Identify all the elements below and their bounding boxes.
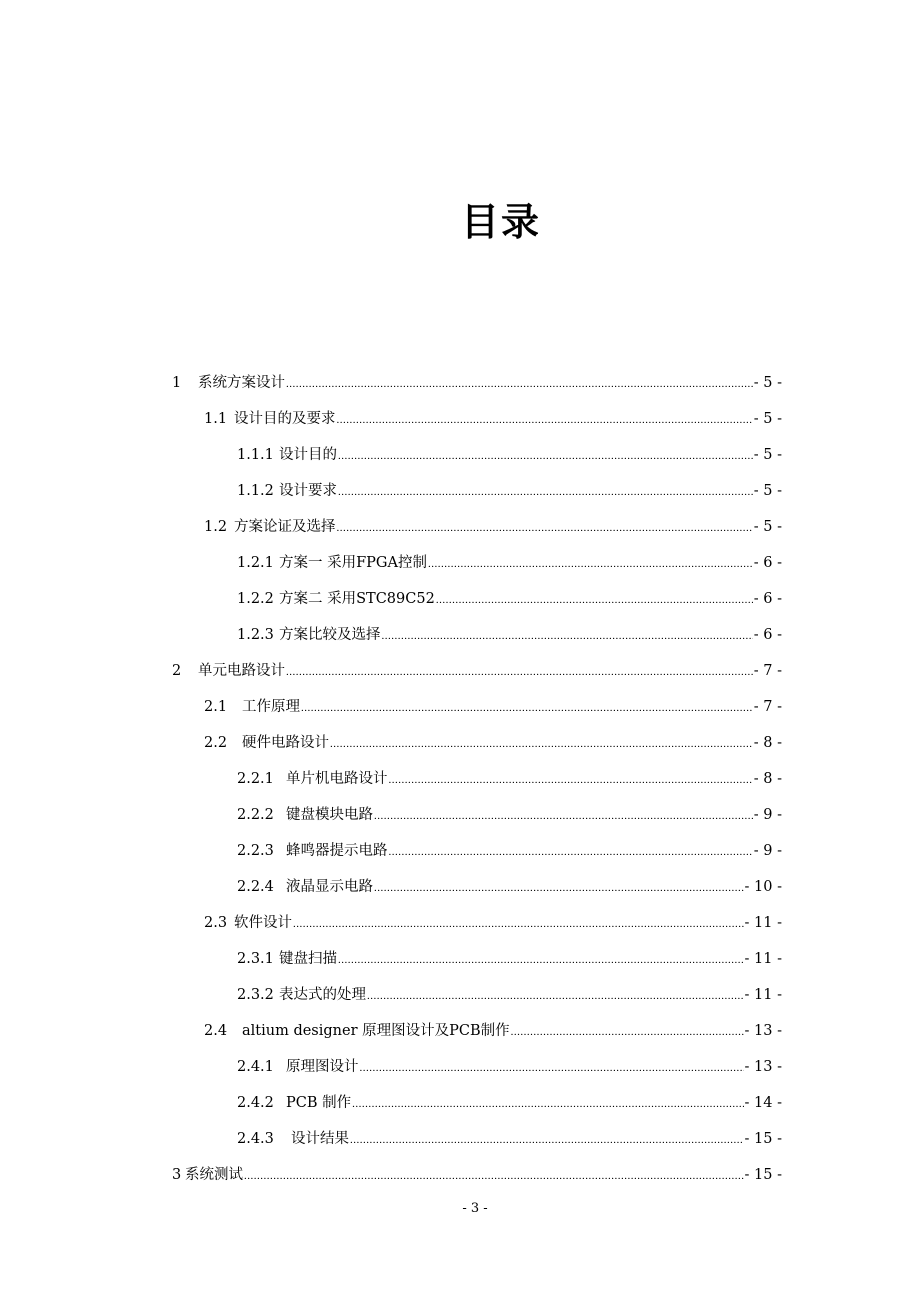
toc-entry-label: 方案比较及选择 [279, 627, 381, 643]
dot-leader [382, 625, 753, 647]
dot-leader [338, 949, 744, 971]
toc-entry[interactable] [204, 912, 782, 934]
toc-entry-page: - 14 - [744, 1095, 782, 1111]
toc-entry-label: 原理图设计 [286, 1059, 359, 1075]
toc-entry-number: 3 [172, 1167, 182, 1183]
dot-leader [301, 697, 753, 719]
toc-entry-label: 单元电路设计 [198, 663, 285, 679]
dot-leader [428, 553, 753, 575]
toc-entry-page: - 15 - [744, 1131, 782, 1147]
toc-entry-number: 2.2.1 [237, 771, 274, 787]
dot-leader [374, 805, 753, 827]
dot-leader [374, 877, 744, 899]
toc-entry-label: altium designer 原理图设计及PCB制作 [242, 1023, 510, 1039]
toc-entry-number: 2.1 [204, 699, 228, 715]
toc-entry-number: 2.2.4 [237, 879, 274, 895]
toc-entry[interactable] [172, 372, 782, 394]
toc-title: 目录 [460, 200, 541, 244]
toc-entry-label: 方案一 采用FPGA控制 [279, 555, 427, 571]
toc-entry-page: - 13 - [744, 1059, 782, 1075]
toc-entry-label: 键盘扫描 [279, 951, 337, 967]
toc-entry[interactable] [237, 840, 782, 862]
toc-entry-number: 2 [172, 663, 182, 679]
dot-leader [352, 1093, 743, 1115]
toc-entry-page: - 8 - [753, 735, 782, 751]
toc-entry[interactable] [204, 732, 782, 754]
toc-entry-page: - 13 - [744, 1023, 782, 1039]
toc-entry[interactable] [237, 984, 782, 1006]
toc-entry-label: 表达式的处理 [279, 987, 366, 1003]
toc-entry-page: - 9 - [753, 843, 782, 859]
toc-entry-page: - 11 - [744, 951, 782, 967]
toc-entry[interactable] [237, 1092, 782, 1114]
dot-leader [337, 409, 753, 431]
toc-entry-label: 设计要求 [279, 483, 337, 499]
toc-entry-page: - 15 - [744, 1167, 782, 1183]
toc-entry-page: - 7 - [753, 699, 782, 715]
toc-entry[interactable] [204, 408, 782, 430]
toc-entry-label: 设计目的 [279, 447, 337, 463]
dot-leader [338, 481, 753, 503]
toc-entry-page: - 6 - [753, 555, 782, 571]
toc-entry[interactable] [204, 1020, 782, 1042]
toc-entry-page: - 7 - [753, 663, 782, 679]
dot-leader [360, 1057, 744, 1079]
toc-entry-number: 2.3.2 [237, 987, 274, 1003]
dot-leader [389, 769, 753, 791]
toc-entry[interactable] [237, 804, 782, 826]
toc-entry-number: 1.2.1 [237, 555, 274, 571]
toc-entry-number: 2.2 [204, 735, 228, 751]
page-number-footer: - 3 - [462, 1201, 488, 1216]
toc-entry-number: 1.1.1 [237, 447, 274, 463]
dot-leader [350, 1129, 744, 1151]
toc-entry-page: - 5 - [753, 411, 782, 427]
toc-entry-label: 键盘模块电路 [286, 807, 373, 823]
dot-leader [286, 373, 753, 395]
toc-entry-label: 硬件电路设计 [242, 735, 329, 751]
dot-leader [330, 733, 753, 755]
toc-entry-label: 系统测试 [185, 1167, 243, 1183]
toc-entry-label: 设计结果 [291, 1131, 349, 1147]
dot-leader [286, 661, 753, 683]
dot-leader [337, 517, 753, 539]
toc-entry-number: 2.4.3 [237, 1131, 274, 1147]
toc-entry-number: 2.3 [204, 915, 228, 931]
dot-leader [293, 913, 744, 935]
toc-entry[interactable] [237, 876, 782, 898]
toc-entry[interactable] [237, 1056, 782, 1078]
toc-entry-page: - 5 - [753, 483, 782, 499]
toc-entry-number: 2.3.1 [237, 951, 274, 967]
dot-leader [338, 445, 753, 467]
toc-entry[interactable] [237, 624, 782, 646]
toc-entry[interactable] [237, 588, 782, 610]
toc-entry-label: 蜂鸣器提示电路 [286, 843, 388, 859]
toc-entry[interactable] [204, 516, 782, 538]
toc-entry-label: 方案论证及选择 [234, 519, 336, 535]
toc-entry-page: - 11 - [744, 915, 782, 931]
toc-entry-number: 2.2.2 [237, 807, 274, 823]
toc-entry-label: 设计目的及要求 [234, 411, 336, 427]
toc-entry-page: - 5 - [753, 447, 782, 463]
toc-entry[interactable] [237, 768, 782, 790]
toc-entry[interactable] [172, 660, 782, 682]
toc-entry[interactable] [237, 444, 782, 466]
toc-entry[interactable] [237, 480, 782, 502]
toc-entry-number: 2.4.2 [237, 1095, 274, 1111]
dot-leader [367, 985, 744, 1007]
toc-entry-number: 1 [172, 375, 182, 391]
toc-entry-page: - 9 - [753, 807, 782, 823]
toc-entry-page: - 6 - [753, 627, 782, 643]
dot-leader [511, 1021, 744, 1043]
toc-entry-number: 1.1 [204, 411, 228, 427]
toc-entry-number: 1.1.2 [237, 483, 274, 499]
toc-entry-page: - 5 - [753, 375, 782, 391]
toc-entry-number: 2.4 [204, 1023, 228, 1039]
toc-entry-number: 2.2.3 [237, 843, 274, 859]
toc-entry-number: 2.4.1 [237, 1059, 274, 1075]
toc-entry-page: - 6 - [753, 591, 782, 607]
toc-entry-label: 单片机电路设计 [286, 771, 388, 787]
toc-entry-page: - 10 - [744, 879, 782, 895]
dot-leader [436, 589, 753, 611]
toc-entry[interactable] [237, 948, 782, 970]
dot-leader [244, 1165, 744, 1187]
toc-entry-number: 1.2.3 [237, 627, 274, 643]
toc-entry-label: 系统方案设计 [198, 375, 285, 391]
toc-entry-page: - 5 - [753, 519, 782, 535]
toc-entry-page: - 11 - [744, 987, 782, 1003]
toc-entry-label: PCB 制作 [286, 1095, 352, 1111]
toc-entry-label: 方案二 采用STC89C52 [279, 591, 435, 607]
toc-entry[interactable] [172, 1164, 782, 1186]
dot-leader [389, 841, 753, 863]
toc-entry-number: 1.2 [204, 519, 228, 535]
toc-entry-label: 工作原理 [242, 699, 300, 715]
toc-entry-page: - 8 - [753, 771, 782, 787]
toc-entry-label: 液晶显示电路 [286, 879, 373, 895]
toc-entry-label: 软件设计 [234, 915, 292, 931]
toc-entry[interactable] [204, 696, 782, 718]
toc-entry[interactable] [237, 1128, 782, 1150]
toc-entry-number: 1.2.2 [237, 591, 274, 607]
toc-entry[interactable] [237, 552, 782, 574]
